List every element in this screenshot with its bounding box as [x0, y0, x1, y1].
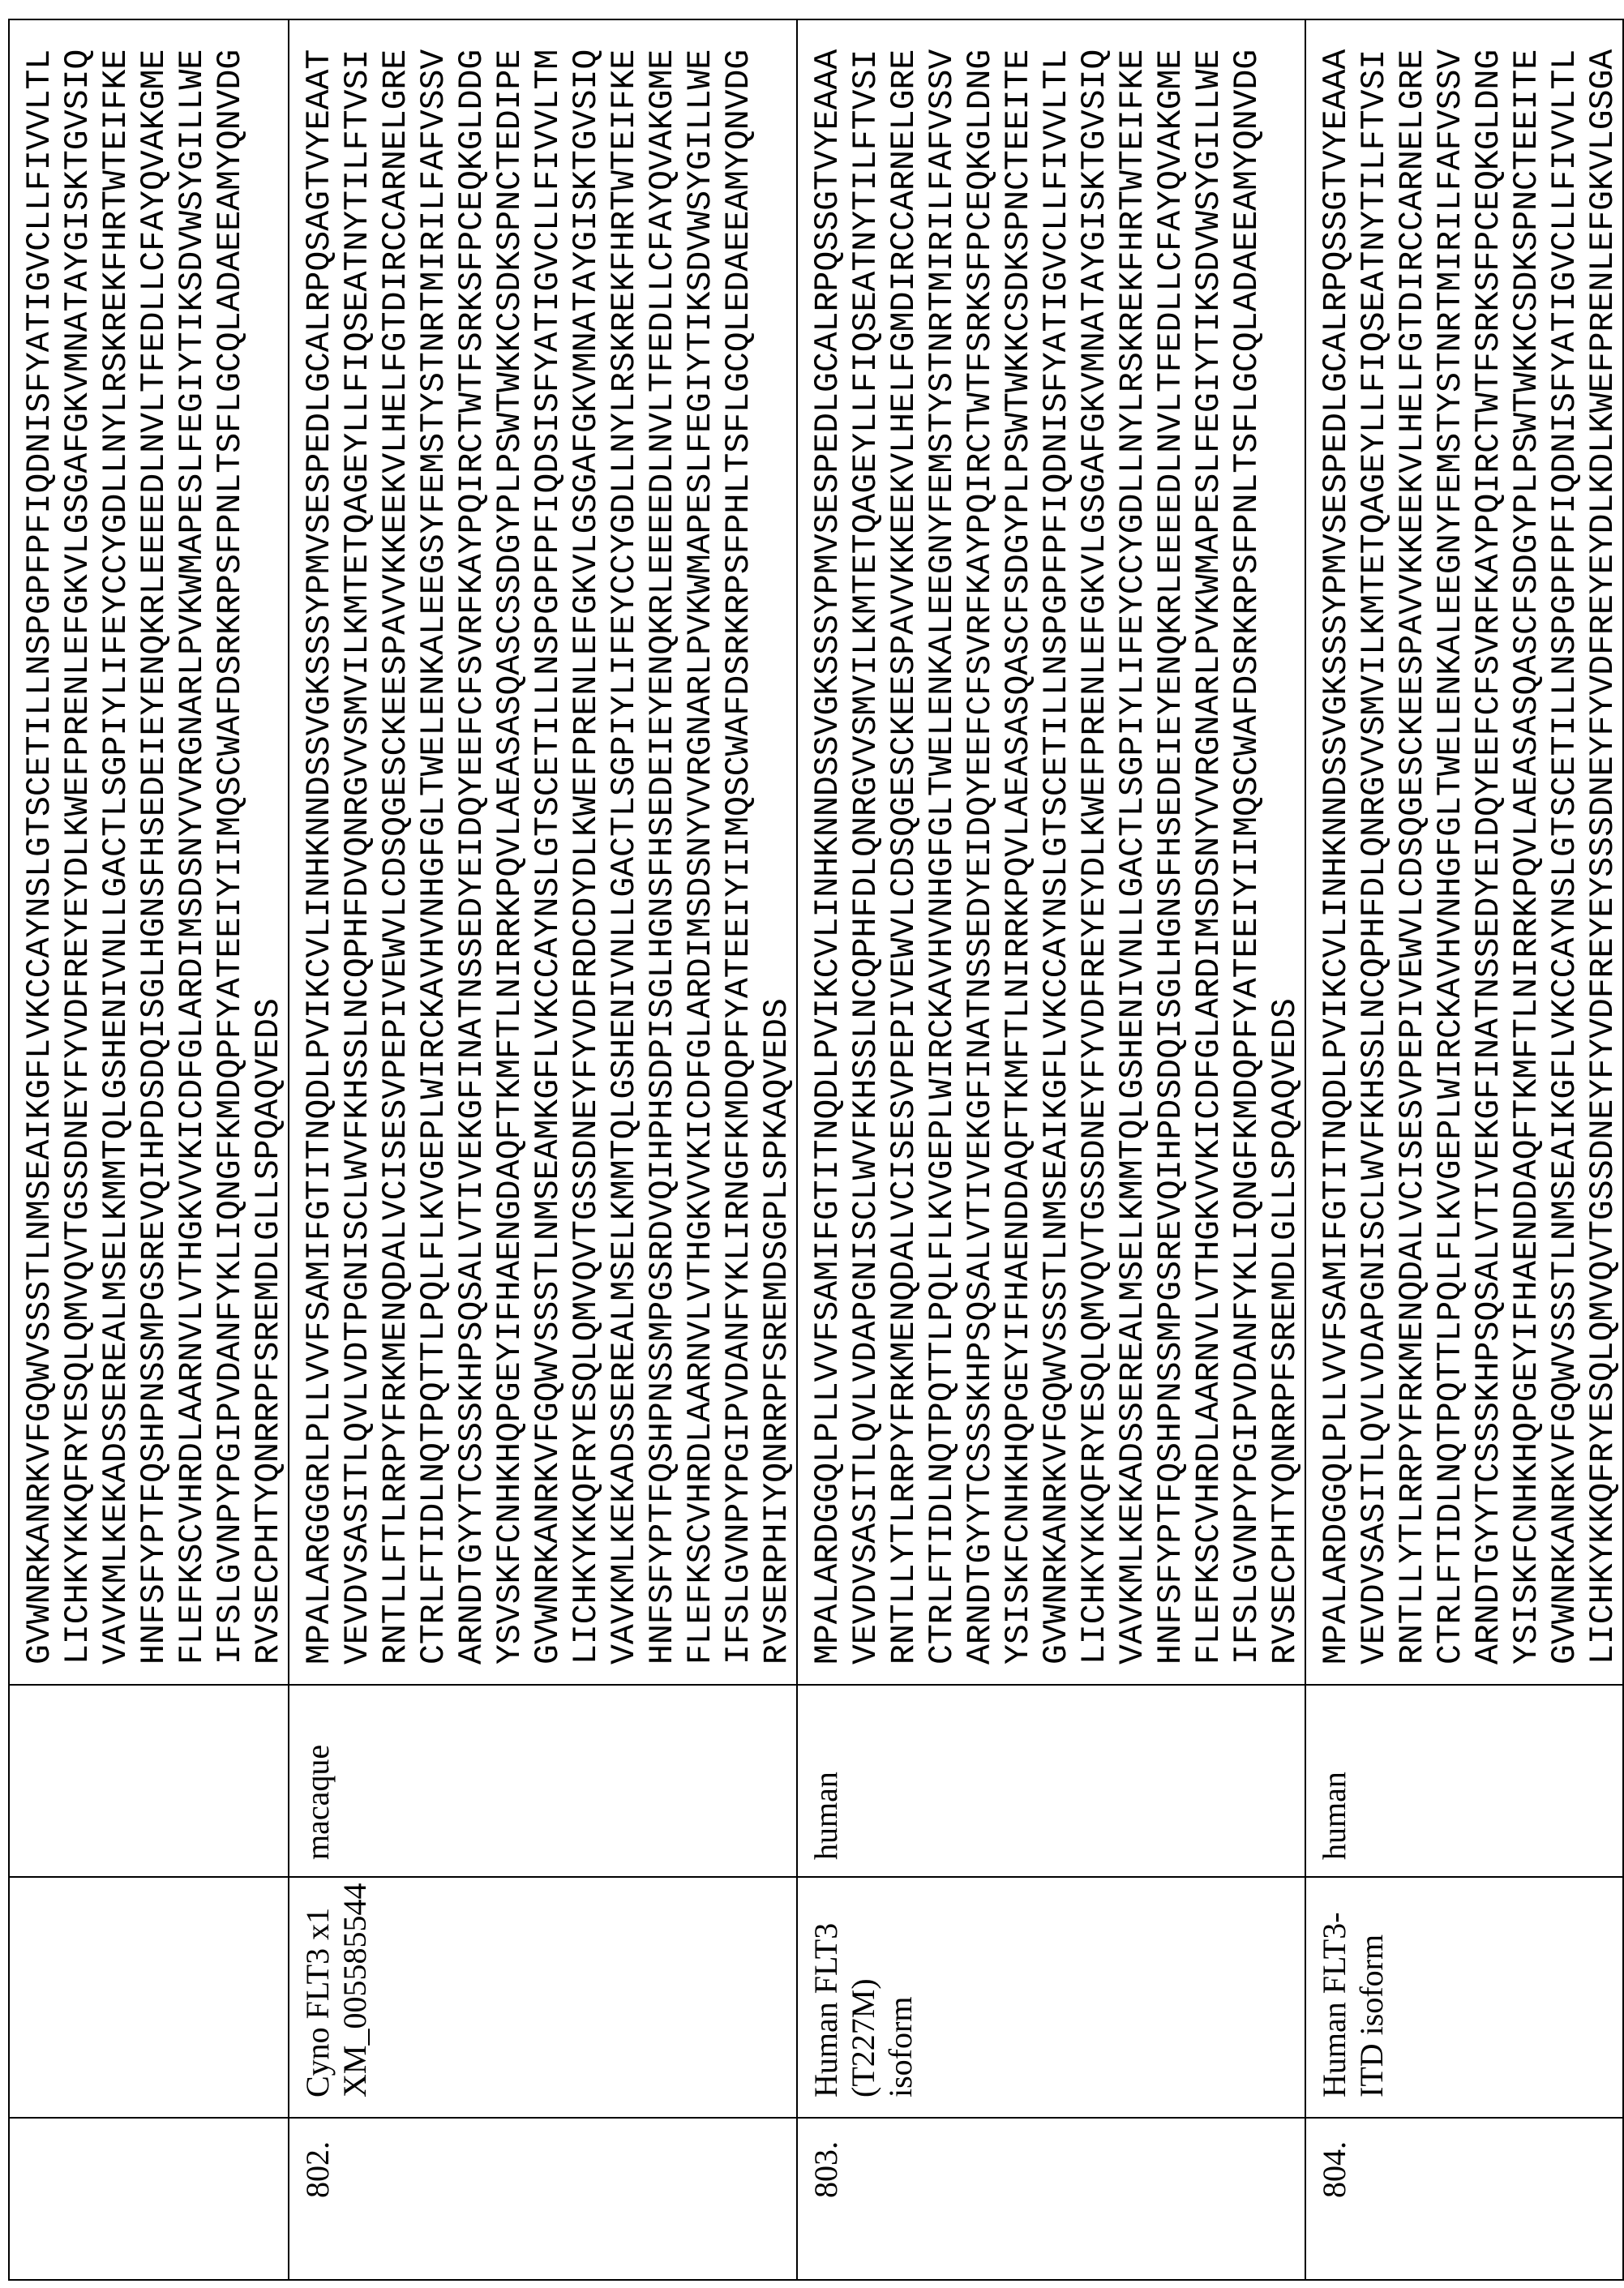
seq-id-cell [1305, 2118, 1623, 2280]
species [10, 1686, 19, 1876]
sequence-line: LICHKYKKQFRYESQLQMVQVTGSSDNEYFYVDFRDCDYDLKWEFPRENLEFGKVLGSGAFGKVMNATAYGISKTGVSIQ [568, 20, 606, 1665]
seq-id-number: 803. [798, 2119, 845, 2279]
seq-id-cell [289, 2118, 797, 2280]
sequence-line: ARNDTGYYTCSSSKHPSQSALVTIVEKGFINATNSSEDYEIDQYEEFCFSVRFKAYPQIRCTWTFSRKSFPCEQKGLDNG [1470, 20, 1508, 1665]
sequence-line: VEVDVSASITLQVLVDAPGNISCLWVFKHSSLNCQPHFDLQNRGVVSMVILKMTETQAGEYLLFIQSEATNYTILFTVSI [1356, 20, 1394, 1665]
species-cell [797, 1685, 1305, 1877]
sequence-line: VEVDVSASITLQVLVDTPGNISCLWVFKHSSLNCQPHFDVQNRGVVSMVILKMTETQAGEYLLFIQSEATNYTILFTVSI [339, 20, 377, 1665]
sequence-line: VAVKMLKEKADSSEREALMSELKMMTQLGSHENIVNLLGACTLSGPIYLIFEYCCYGDLLNYLRSKREKFHRTWTEIFKE [606, 20, 644, 1665]
sequence-line: RNTLLYTLRRPYFRKMENQDALVCISESVPEPIVEWVLCDSQGESCKEESPAVVKKEEKVLHELFGMDIRCCARNELGRE [885, 20, 923, 1665]
sequence-cell [1305, 19, 1623, 1685]
species: human [798, 1686, 845, 1876]
description [1306, 1878, 1390, 2117]
sequence-line: GVWNRKANRKVFGQWVSSSTLNMSEAIKGFLVKCCAYNSLGTSCETILLNSPGPFPFIQDNISFYATIGVCLLFIVVLTL [1546, 20, 1584, 1665]
description-line: Human FLT3- [1316, 1878, 1353, 2097]
sequence-line: ARNDTGYYTCSSSKHPSQSALVTIVEKGFINATNSSEDYEIDQYEEFCFSVRFKAYPQIRCTWTFSRKSFPCEQKGLDDG [453, 20, 491, 1665]
species-cell [9, 1685, 289, 1877]
sequence-line: IFSLGVNPYPGIPVDANFYKLIQNGFKMDQPFYATEEIYIIMQSCWAFDSRKRPSFPNLTSFLGCQLADAEEAMYQNVDG [1228, 20, 1266, 1665]
sequence-line: LICHKYKKQFRYESQLQMVQVTGSSDNEYFYVDFREYEYSSSDNEYFYVDFREYEYDLKDLKWEFPRENLEFGKVLGSGA [1584, 20, 1622, 1665]
sequence-line: FLEFKSCVHRDLAARNVLVTHGKVVKICDFGLARDIMSDSNYVVRGNARLPVKWMAPESLFEGIYTIKSDVWSYGILLWE [174, 20, 212, 1665]
seq-id-number [10, 2119, 19, 2279]
seq-id-number: 804. [1306, 2119, 1353, 2279]
table-row [1305, 19, 1623, 2280]
table-row [289, 19, 797, 2280]
description [798, 1878, 919, 2117]
table-body [9, 19, 1623, 2280]
description-cell [797, 1877, 1305, 2118]
sequence-line: MPALARDGGQLPLLVVFSAMIFGTITNQDLPVIKCVLINHKNNDSSVGKSSSYPMVSESPEDLGCALRPQSSGTVYEAAA [809, 20, 847, 1665]
sequence-table [8, 19, 1624, 2281]
sequence-line: HNFSFYPTFQSHPNSSMPGSREVQIHPDSDQISGLHGNSFHSEDEIEYENQKRLEEEEDLNVLTFEDLLCFAYQVAKGME [135, 20, 174, 1665]
sequence-cell [289, 19, 797, 1685]
sequence-line: YSISKFCNHKHQPGEYIFHAENDDAQFTKMFTLNIRRKPQVLAEASASQASCFSDGYPLPSWTWKKCSDKSPNCTEEITE [1508, 20, 1546, 1665]
sequence-line: YSVSKFCNHKHQPGEYIFHAENGDAQFTKMFTLNIRRKPQVLAEASASQASCSSDGYPLPSWTWKKCSDKSPNCTEDIPE [491, 20, 529, 1665]
sequence-line: HNFSFYPTFQSHPNSSMPGSREVQIHPDSDQISGLHGNSFHSEDEIEYENQKRLEEEEDLNVLTFEDLLCFAYQVAKGME [1152, 20, 1190, 1665]
species-cell [1305, 1685, 1623, 1877]
species-cell [289, 1685, 797, 1877]
sequence-line: RVSECPHTYQNRRPFSREMDLGLLSPQAQVEDS [1266, 20, 1305, 1665]
sequence-line: HNFSFYPTFQSHPNSSMPGSRDVQIHPHSDPISGLHGNSFHSEDEIEYENQKRLEEEEDLNVLTFEDLLCFAYQVAKGME [644, 20, 682, 1665]
description-line: (T227M) [845, 1878, 882, 2097]
sequence-line: MPALARDGGQLPLLVVFSAMIFGTITNQDLPVIKCVLINHKNNDSSVGKSSSYPMVSESPEDLGCALRPQSSGTVYEAAA [1318, 20, 1356, 1665]
description-cell [289, 1877, 797, 2118]
sequence-line: GVWNRKANRKVFGQWVSSSTLNMSEAMKGFLVKCCAYNSLGTSCETILLNSPGPFPFIQDSISFYATIGVCLLFIVVLTM [529, 20, 568, 1665]
sequence-line: GVWNRKANRKVFGQWVSSSTLNMSEAIKGFLVKCCAYNSLGTSCETILLNSPGPFPFIQDNISFYATIGVCLLFIVVLTL [1038, 20, 1076, 1665]
description-line: XM_005585544 [336, 1878, 374, 2097]
sequence-line: ARNDTGYYTCSSSKHPSQSALVTIVEKGFINATNSSEDYEIDQYEEFCFSVRFKAYPQIRCTWTFSRKSFPCEQKGLDNG [962, 20, 1000, 1665]
seq-id-cell [9, 2118, 289, 2280]
species: macaque [289, 1686, 336, 1876]
sequence-line: IFSLGVNPYPGIPVDANFYKLIQNGFKMDQPFYATEEIYIIMQSCWAFDSRKRPSFPNLTSFLGCQLADAEEAMYQNVDG [212, 20, 250, 1665]
sequence-cell [797, 19, 1305, 1685]
description-cell [1305, 1877, 1623, 2118]
sequence-line: FLEFKSCVHRDLAARNVLVTHGKVVKICDFGLARDIMSDSNYVVRGNARLPVKWMAPESLFEGIYTIKSDVWSYGILLWE [682, 20, 720, 1665]
sequence-line: VEVDVSASITLQVLVDAPGNISCLWVFKHSSLNCQPHFDLQNRGVVSMVILKMTETQAGEYLLFIQSEATNYTILFTVSI [847, 20, 885, 1665]
sequence-line: VAVKMLKEKADSSEREALMSELKMMTQLGSHENIVNLLGACTLSGPIYLIFEYCCYGDLLNYLRSKREKFHRTWTEIFKE [1114, 20, 1152, 1665]
sequence-line: IFSLGVNPYPGIPVDANFYKLIRNGFKMDQPFYATEEIYIIMQSCWAFDSRKRPSFPHLTSFLGCQLEDAEEAMYQNVDG [720, 20, 758, 1665]
description-line: Cyno FLT3 x1 [299, 1878, 336, 2097]
sequence-line: RNTLLFTLRRPYFRKMENQDALVCISESVPEPIVEWVLCDSQGESCKEESPAVVKKEEKVLHELFGTDIRCCARNELGRE [377, 20, 415, 1665]
sequence-line: LICHKYKKQFRYESQLQMVQVTGSSDNEYFYVDFREYEYDLKWEFPRENLEFGKVLGSGAFGKVMNATAYGISKTGVSIQ [59, 20, 97, 1665]
sequence-line: CTRLFTIDLNQTPQTTLPQLFLKVGEPLWIRCKAVHVNHGFGLTWELENKALEEGSYFEMSTYSTNRTMIRILFAFVSSV [415, 20, 453, 1665]
sequence-line: GVWNRKANRKVFGQWVSSSTLNMSEAIKGFLVKCCAYNSLGTSCETILLNSPGPFPFIQDNISFYATIGVCLLFIVVLTL [21, 20, 59, 1665]
description-line: ITD isoform [1353, 1878, 1390, 2097]
sequence-line: LICHKYKKQFRYESQLQMVQVTGSSDNEYFYVDFREYEYDLKWEFPRENLEFGKVLGSGAFGKVMNATAYGISKTGVSIQ [1076, 20, 1114, 1665]
sequence-line: RVSERPHIYQNRRPFSREMDSGPLSPKAQVEDS [758, 20, 796, 1665]
description-line: Human FLT3 [808, 1878, 845, 2097]
description-line: isoform [882, 1878, 919, 2097]
table-row [9, 19, 289, 2280]
description [10, 1878, 19, 2117]
table-row [797, 19, 1305, 2280]
description [289, 1878, 374, 2117]
sequence-line: FLEFKSCVHRDLAARNVLVTHGKVVKICDFGLARDIMSDSNYVVRGNARLPVKWMAPESLFEGIYTIKSDVWSYGILLWE [1190, 20, 1228, 1665]
sequence-line: CTRLFTIDLNQTPQTTLPQLFLKVGEPLWIRCKAVHVNHGFGLTWELENKALEEGNYFEMSTYSTNRTMIRILFAFVSSV [1432, 20, 1470, 1665]
sequence-line: YSISKFCNHKHQPGEYIFHAENDDAQFTKMFTLNIRRKPQVLAEASASQASCFSDGYPLPSWTWKKCSDKSPNCTEEITE [1000, 20, 1038, 1665]
sequence-line: RNTLLYTLRRPYFRKMENQDALVCISESVPEPIVEWVLCDSQGESCKEESPAVVKKEEKVLHELFGTDIRCCARNELGRE [1394, 20, 1432, 1665]
seq-id-cell [797, 2118, 1305, 2280]
sequence-line: CTRLFTIDLNQTPQTTLPQLFLKVGEPLWIRCKAVHVNHGFGLTWELENKALEEGNYFEMSTYSTNRTMIRILFAFVSSV [923, 20, 962, 1665]
sequence-line: MPALARGGGRLPLLVVFSAMIFGTITNQDLPVIKCVLINHKNNDSSVGKSSSYPMVSESPEDLGCALRPQSAGTVYEAAT [301, 20, 339, 1665]
seq-id-number: 802. [289, 2119, 336, 2279]
species: human [1306, 1686, 1353, 1876]
sequence-line: RVSECPHTYQNRRPFSREMDLGLLSPQAQVEDS [250, 20, 288, 1665]
sequence-line: VAVKMLKEKADSSEREALMSELKMMTQLGSHENIVNLLGACTLSGPIYLIFEYCCYGDLLNYLRSKREKFHRTWTEIFKE [97, 20, 135, 1665]
description-cell [9, 1877, 289, 2118]
sequence-cell [9, 19, 289, 1685]
rotated-page [0, 0, 1595, 2288]
